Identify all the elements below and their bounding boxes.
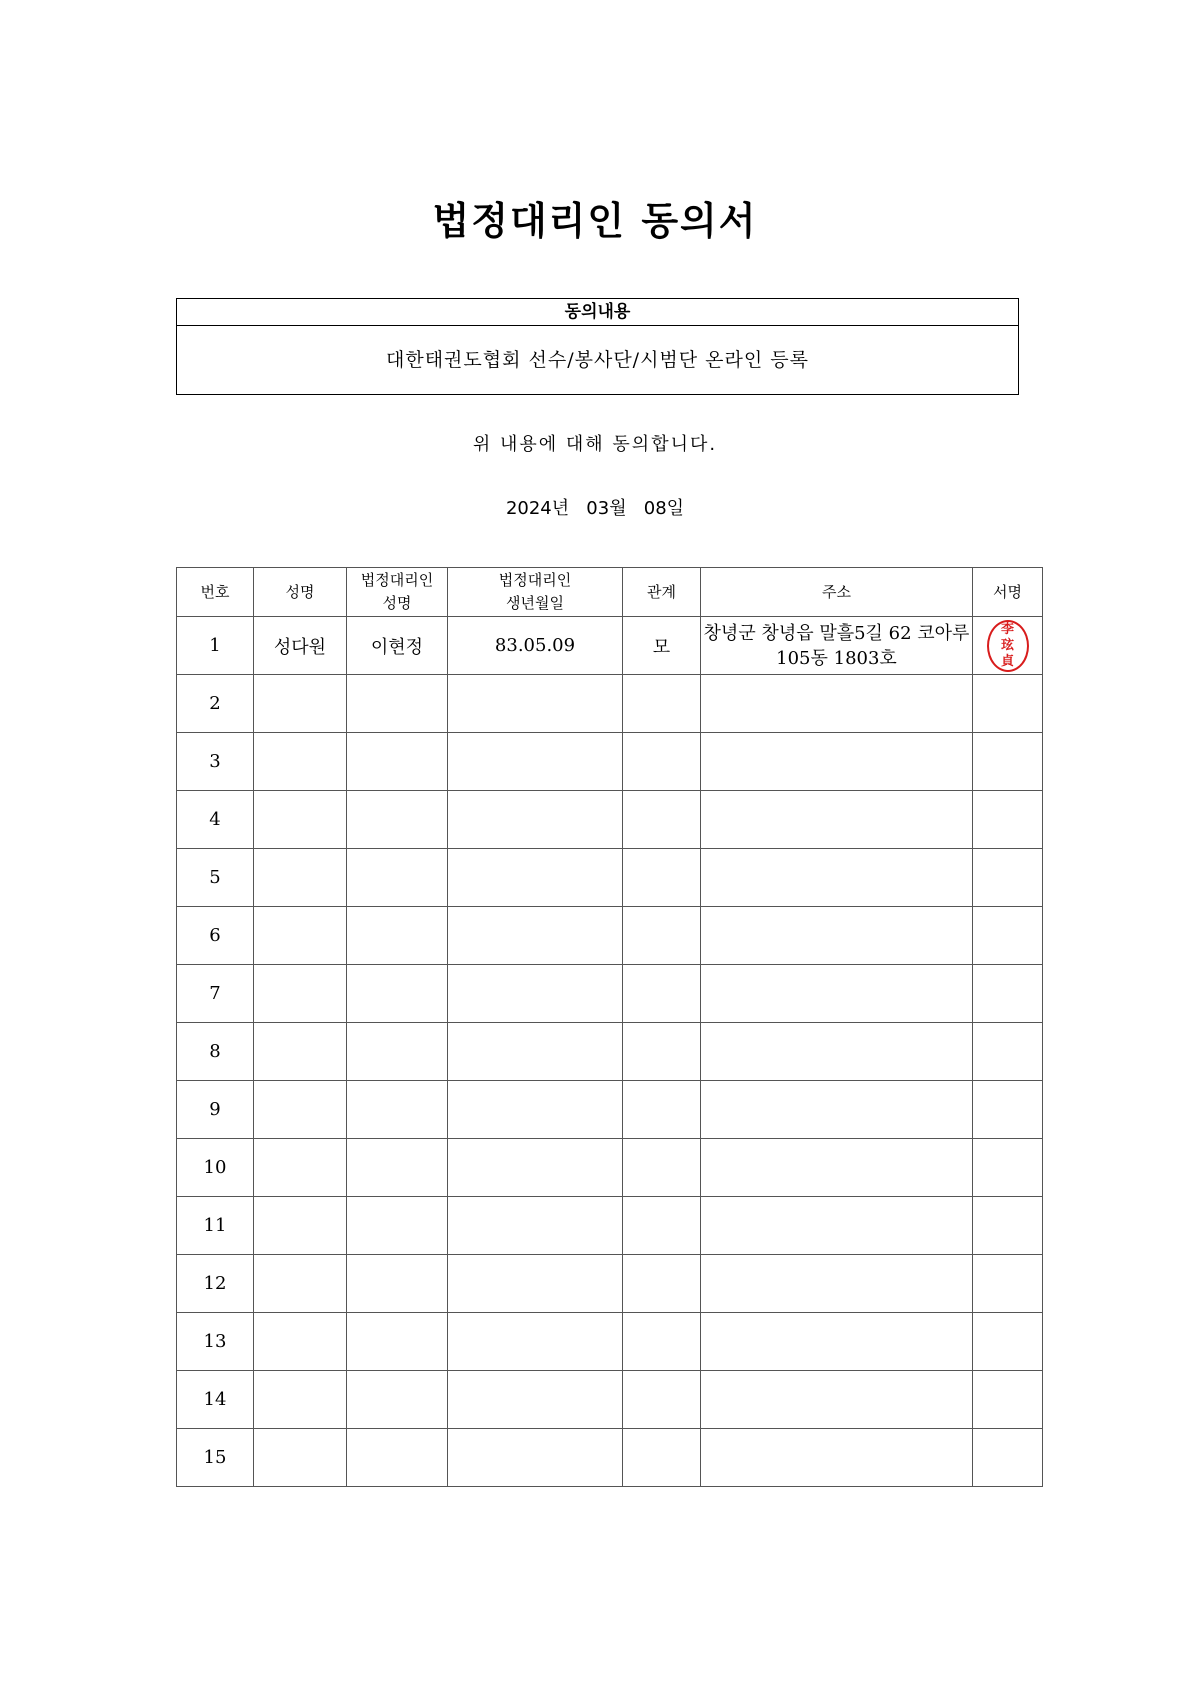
cell-no: 12 <box>177 1255 254 1313</box>
cell-signature <box>973 675 1043 733</box>
cell-signature <box>973 849 1043 907</box>
table-row <box>177 1371 1043 1429</box>
cell-name <box>254 1139 347 1197</box>
table-row <box>177 965 1043 1023</box>
cell-address <box>701 907 973 965</box>
cell-relation <box>623 1429 701 1487</box>
guardian-table <box>176 567 1043 1487</box>
cell-no: 4 <box>177 791 254 849</box>
cell-guardian-birth <box>448 791 623 849</box>
cell-signature <box>973 965 1043 1023</box>
signature-seal <box>987 620 1029 672</box>
cell-address <box>701 1023 973 1081</box>
cell-guardian-name <box>347 1255 448 1313</box>
cell-name <box>254 1429 347 1487</box>
cell-address <box>701 1371 973 1429</box>
table-row <box>177 1197 1043 1255</box>
header-signature: 서명 <box>973 568 1043 617</box>
cell-address <box>701 617 973 675</box>
table-row <box>177 675 1043 733</box>
table-header-row <box>177 568 1043 617</box>
cell-signature <box>973 1197 1043 1255</box>
cell-guardian-birth <box>448 1139 623 1197</box>
header-relation: 관계 <box>623 568 701 617</box>
cell-name <box>254 675 347 733</box>
header-name: 성명 <box>254 568 347 617</box>
consent-header: 동의내용 <box>177 299 1018 326</box>
cell-name <box>254 1255 347 1313</box>
table-row <box>177 907 1043 965</box>
cell-address <box>701 1255 973 1313</box>
cell-no: 11 <box>177 1197 254 1255</box>
cell-guardian-name <box>347 907 448 965</box>
header-guardian-birth <box>448 568 623 617</box>
cell-no: 14 <box>177 1371 254 1429</box>
cell-no: 13 <box>177 1313 254 1371</box>
cell-guardian-name <box>347 1139 448 1197</box>
cell-signature <box>973 1139 1043 1197</box>
cell-address <box>701 1313 973 1371</box>
cell-no: 7 <box>177 965 254 1023</box>
cell-name <box>254 1081 347 1139</box>
cell-address <box>701 1197 973 1255</box>
table-row <box>177 1023 1043 1081</box>
cell-signature <box>973 1371 1043 1429</box>
table-row <box>177 733 1043 791</box>
cell-signature <box>973 1081 1043 1139</box>
cell-guardian-birth <box>448 675 623 733</box>
cell-address <box>701 849 973 907</box>
cell-guardian-name <box>347 791 448 849</box>
cell-address <box>701 675 973 733</box>
header-guardian-birth-line2: 생년월일 <box>506 594 564 612</box>
table-row <box>177 1081 1043 1139</box>
cell-relation <box>623 1139 701 1197</box>
cell-guardian-name <box>347 733 448 791</box>
table-row <box>177 849 1043 907</box>
cell-relation <box>623 675 701 733</box>
cell-guardian-name <box>347 1371 448 1429</box>
header-guardian-name-line1: 법정대리인 <box>360 571 434 589</box>
cell-address <box>701 791 973 849</box>
cell-address <box>701 1429 973 1487</box>
header-address: 주소 <box>701 568 973 617</box>
cell-name <box>254 1023 347 1081</box>
cell-guardian-birth <box>448 1081 623 1139</box>
cell-name <box>254 849 347 907</box>
address-line1: 창녕군 창녕읍 말흘5길 62 코아루 <box>703 622 970 644</box>
cell-signature <box>973 1429 1043 1487</box>
cell-guardian-birth: 83.05.09 <box>448 617 623 675</box>
cell-address <box>701 1139 973 1197</box>
cell-relation <box>623 907 701 965</box>
consent-date: 2024년 03월 08일 <box>505 498 685 519</box>
cell-relation <box>623 1255 701 1313</box>
cell-guardian-name <box>347 1197 448 1255</box>
cell-signature <box>973 1255 1043 1313</box>
cell-guardian-birth <box>448 1429 623 1487</box>
cell-name <box>254 1313 347 1371</box>
cell-signature <box>973 1023 1043 1081</box>
table-row <box>177 791 1043 849</box>
cell-guardian-name <box>347 1313 448 1371</box>
cell-relation <box>623 1023 701 1081</box>
cell-name <box>254 965 347 1023</box>
cell-relation <box>623 791 701 849</box>
cell-guardian-birth <box>448 1255 623 1313</box>
cell-relation <box>623 965 701 1023</box>
cell-name <box>254 733 347 791</box>
cell-name <box>254 1197 347 1255</box>
table-row <box>177 1429 1043 1487</box>
table-row <box>177 1139 1043 1197</box>
document-title: 법정대리인 동의서 <box>432 198 758 243</box>
cell-address <box>701 965 973 1023</box>
cell-signature <box>973 791 1043 849</box>
table-row <box>177 1255 1043 1313</box>
cell-no: 5 <box>177 849 254 907</box>
cell-no: 10 <box>177 1139 254 1197</box>
cell-guardian-name <box>347 849 448 907</box>
cell-guardian-birth <box>448 1197 623 1255</box>
consent-box <box>176 298 1019 395</box>
cell-guardian-name: 이현정 <box>347 617 448 675</box>
cell-guardian-birth <box>448 1371 623 1429</box>
agreement-statement: 위 내용에 대해 동의합니다. <box>472 434 718 455</box>
cell-name: 성다원 <box>254 617 347 675</box>
consent-content: 대한태권도협회 선수/봉사단/시범단 온라인 등록 <box>385 349 809 371</box>
cell-relation <box>623 849 701 907</box>
cell-guardian-birth <box>448 965 623 1023</box>
cell-signature <box>973 733 1043 791</box>
cell-relation <box>623 1197 701 1255</box>
header-guardian-birth-line1: 법정대리인 <box>498 571 572 589</box>
cell-address <box>701 733 973 791</box>
cell-relation <box>623 733 701 791</box>
cell-no: 9 <box>177 1081 254 1139</box>
header-no: 번호 <box>177 568 254 617</box>
cell-relation: 모 <box>623 617 701 675</box>
cell-name <box>254 1371 347 1429</box>
cell-no: 1 <box>177 617 254 675</box>
cell-no: 15 <box>177 1429 254 1487</box>
table-row <box>177 1313 1043 1371</box>
cell-guardian-name <box>347 675 448 733</box>
seal-char: 李 <box>1000 621 1014 637</box>
cell-guardian-birth <box>448 849 623 907</box>
cell-no: 3 <box>177 733 254 791</box>
cell-name <box>254 791 347 849</box>
cell-guardian-birth <box>448 1313 623 1371</box>
cell-relation <box>623 1313 701 1371</box>
cell-no: 6 <box>177 907 254 965</box>
cell-address <box>701 1081 973 1139</box>
cell-guardian-birth <box>448 907 623 965</box>
address-line2: 105동 1803호 <box>776 647 897 669</box>
cell-signature <box>973 617 1043 675</box>
cell-name <box>254 907 347 965</box>
header-guardian-name <box>347 568 448 617</box>
cell-signature <box>973 1313 1043 1371</box>
cell-guardian-name <box>347 1081 448 1139</box>
header-guardian-name-line2: 성명 <box>382 594 412 612</box>
seal-char: 貞 <box>1000 653 1014 669</box>
cell-guardian-name <box>347 965 448 1023</box>
cell-relation <box>623 1371 701 1429</box>
cell-no: 8 <box>177 1023 254 1081</box>
cell-guardian-name <box>347 1429 448 1487</box>
cell-guardian-birth <box>448 1023 623 1081</box>
cell-guardian-name <box>347 1023 448 1081</box>
cell-relation <box>623 1081 701 1139</box>
cell-guardian-birth <box>448 733 623 791</box>
seal-char: 玹 <box>1000 637 1014 653</box>
cell-signature <box>973 907 1043 965</box>
table-row <box>177 617 1043 675</box>
cell-no: 2 <box>177 675 254 733</box>
